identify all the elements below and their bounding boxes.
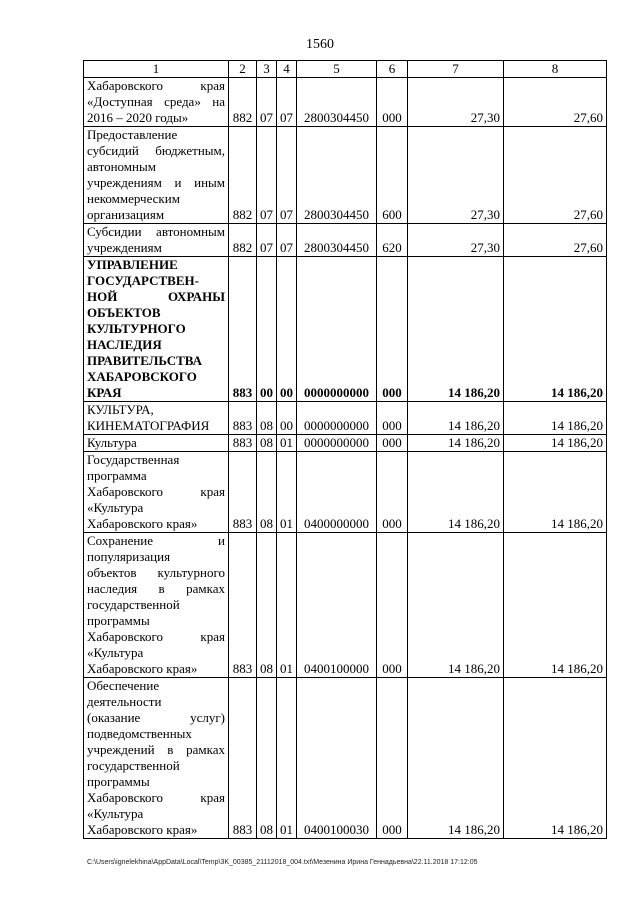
subsection-cell: 01 xyxy=(277,678,297,839)
header-cell: 2 xyxy=(229,61,257,78)
amount-2019-cell: 14 186,20 xyxy=(408,402,504,435)
subsection-cell: 01 xyxy=(277,533,297,678)
subsection-cell: 07 xyxy=(277,127,297,224)
header-cell: 3 xyxy=(257,61,277,78)
row-name-cell: УПРАВЛЕНИЕ ГОСУДАРСТВЕН- НОЙ ОХРАНЫ ОБЪЕКТОВ КУЛЬТУРНОГО НАСЛЕДИЯ ПРАВИТЕЛЬСТВА ХАБАРОВСКОГО КРАЯ xyxy=(84,257,229,402)
target-article-cell: 0400100000 xyxy=(297,533,377,678)
target-article-cell: 2800304450 xyxy=(297,127,377,224)
subsection-cell: 00 xyxy=(277,402,297,435)
target-article-cell: 0000000000 xyxy=(297,257,377,402)
target-article-cell: 2800304450 xyxy=(297,224,377,257)
amount-2019-cell: 14 186,20 xyxy=(408,257,504,402)
expense-type-cell: 000 xyxy=(377,452,408,533)
code-cell: 883 xyxy=(229,678,257,839)
code-cell: 882 xyxy=(229,224,257,257)
target-article-cell: 2800304450 xyxy=(297,78,377,127)
table-row xyxy=(84,533,607,678)
amount-2020-cell: 14 186,20 xyxy=(504,435,607,452)
row-name-cell: Культура xyxy=(84,435,229,452)
row-name-cell: Хабаровского края «Доступная среда» на 2016 – 2020 годы» xyxy=(84,78,229,127)
table-row xyxy=(84,78,607,127)
amount-2019-cell: 14 186,20 xyxy=(408,678,504,839)
table-row xyxy=(84,402,607,435)
target-article-cell: 0000000000 xyxy=(297,402,377,435)
header-cell: 8 xyxy=(504,61,607,78)
table-row xyxy=(84,435,607,452)
section-cell: 08 xyxy=(257,678,277,839)
amount-2020-cell: 27,60 xyxy=(504,127,607,224)
table-row xyxy=(84,452,607,533)
expense-type-cell: 620 xyxy=(377,224,408,257)
table-header-row xyxy=(84,61,607,78)
subsection-cell: 01 xyxy=(277,452,297,533)
subsection-cell: 00 xyxy=(277,257,297,402)
header-cell: 5 xyxy=(297,61,377,78)
budget-table xyxy=(83,60,607,839)
row-name-cell: Сохранение и популяризация объектов культурного наследия в рамках государственной программы Хабаровского края «Культура Хабаровского края» xyxy=(84,533,229,678)
expense-type-cell: 000 xyxy=(377,678,408,839)
target-article-cell: 0000000000 xyxy=(297,435,377,452)
table-body xyxy=(84,61,607,839)
row-name-cell: Государственная программа Хабаровского края «Культура Хабаровского края» xyxy=(84,452,229,533)
amount-2020-cell: 14 186,20 xyxy=(504,402,607,435)
table-row xyxy=(84,678,607,839)
section-cell: 08 xyxy=(257,533,277,678)
code-cell: 883 xyxy=(229,452,257,533)
expense-type-cell: 000 xyxy=(377,533,408,678)
code-cell: 883 xyxy=(229,533,257,678)
section-cell: 08 xyxy=(257,402,277,435)
table-row xyxy=(84,224,607,257)
amount-2019-cell: 27,30 xyxy=(408,127,504,224)
amount-2020-cell: 27,60 xyxy=(504,224,607,257)
code-cell: 883 xyxy=(229,257,257,402)
row-name-cell: Субсидии автономным учреждениям xyxy=(84,224,229,257)
expense-type-cell: 000 xyxy=(377,78,408,127)
amount-2019-cell: 14 186,20 xyxy=(408,435,504,452)
expense-type-cell: 600 xyxy=(377,127,408,224)
amount-2020-cell: 14 186,20 xyxy=(504,257,607,402)
expense-type-cell: 000 xyxy=(377,402,408,435)
section-cell: 00 xyxy=(257,257,277,402)
expense-type-cell: 000 xyxy=(377,435,408,452)
amount-2020-cell: 14 186,20 xyxy=(504,678,607,839)
row-name-cell: Обеспечение деятельности (оказание услуг) подведомственных учреждений в рамках государственной программы Хабаровского края «Культура Хабаровского края» xyxy=(84,678,229,839)
header-cell: 4 xyxy=(277,61,297,78)
section-cell: 07 xyxy=(257,127,277,224)
amount-2019-cell: 14 186,20 xyxy=(408,452,504,533)
header-cell: 1 xyxy=(84,61,229,78)
table-row xyxy=(84,127,607,224)
code-cell: 883 xyxy=(229,402,257,435)
subsection-cell: 07 xyxy=(277,78,297,127)
amount-2020-cell: 14 186,20 xyxy=(504,452,607,533)
code-cell: 882 xyxy=(229,127,257,224)
amount-2020-cell: 14 186,20 xyxy=(504,533,607,678)
target-article-cell: 0400000000 xyxy=(297,452,377,533)
amount-2019-cell: 14 186,20 xyxy=(408,533,504,678)
amount-2019-cell: 27,30 xyxy=(408,224,504,257)
row-name-cell: Предоставление субсидий бюджетным, автономным учреждениям и иным некоммерческим организациям xyxy=(84,127,229,224)
page-number: 1560 xyxy=(306,37,334,52)
subsection-cell: 07 xyxy=(277,224,297,257)
section-cell: 07 xyxy=(257,224,277,257)
target-article-cell: 0400100030 xyxy=(297,678,377,839)
amount-2020-cell: 27,60 xyxy=(504,78,607,127)
code-cell: 883 xyxy=(229,435,257,452)
code-cell: 882 xyxy=(229,78,257,127)
section-cell: 08 xyxy=(257,435,277,452)
header-cell: 6 xyxy=(377,61,408,78)
amount-2019-cell: 27,30 xyxy=(408,78,504,127)
row-name-cell: КУЛЬТУРА, КИНЕМАТОГРАФИЯ xyxy=(84,402,229,435)
table-row xyxy=(84,257,607,402)
section-cell: 07 xyxy=(257,78,277,127)
subsection-cell: 01 xyxy=(277,435,297,452)
file-path-footer: C:\Users\ignelekhina\AppData\Local\Temp\3K_00385_21112018_004.txt\Мезенина Ирина Геннадьевна\22.11.2018 17:12:05 xyxy=(87,859,478,866)
header-cell: 7 xyxy=(408,61,504,78)
expense-type-cell: 000 xyxy=(377,257,408,402)
section-cell: 08 xyxy=(257,452,277,533)
